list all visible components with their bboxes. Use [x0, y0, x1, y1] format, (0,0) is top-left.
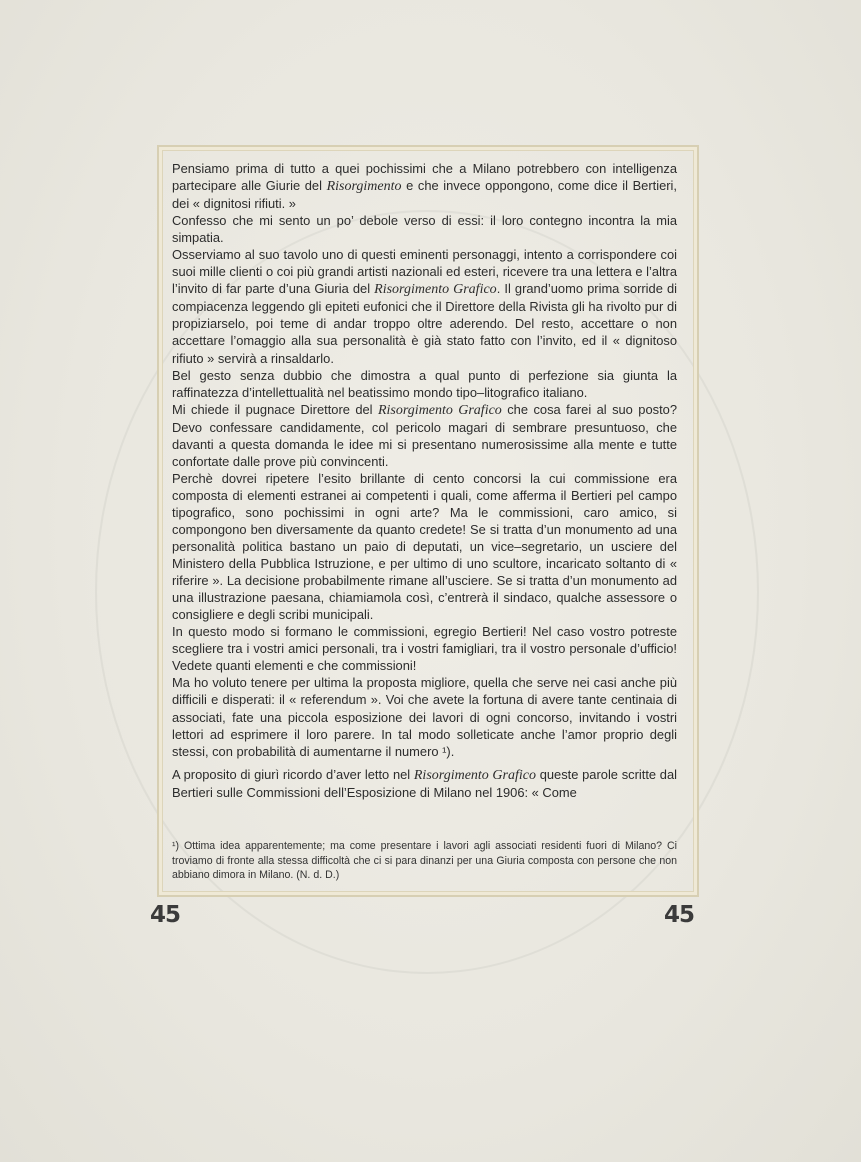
italic-title: Risorgimento — [326, 179, 402, 195]
italic-title: Risorgimento Grafico — [377, 402, 502, 418]
paragraph — [172, 766, 677, 801]
text-run: Confesso che mi sento un po’ debole verso di essi: il loro contegno incontra la mia simpatia. — [172, 213, 677, 246]
paragraph — [172, 674, 677, 759]
text-run: Pensiamo prima di tutto a quei pochissimi che a Milano potrebbero con intelligenza partecipare alle Giurie del — [172, 161, 677, 194]
paragraph — [172, 246, 677, 366]
paragraph — [172, 401, 677, 470]
text-run: che cosa farei al suo posto? Devo confessare candidamente, col pericolo magari di sembrare presuntuoso, che davanti a questa domanda le idee mi si presentano numerosissime alla mente e tutte confortate dalle prove più convincenti. — [172, 401, 677, 469]
italic-title: Risorgimento Grafico — [374, 282, 497, 298]
text-run: Perchè dovrei ripetere l’esito brillante di cento concorsi la cui commissione era composta di elementi estranei ai competenti i quali, come afferma il Bertieri pel campo tipografico, sono pochissimi in ogni arte? Ma le commissioni, caro amico, si compongono ben diversamente da quanto credete! Se si tratta d’un monumento ad una personalità politica bastano un paio di deputati, un vice–segretario, un usciere del Ministero della Pubblica Istruzione, e per ultimo di uno scultore, incaricato soltanto di « riferire ». La decisione probabilmente rimane all’usciere. Se si tratta d’un monumento ad una illustrazione paesana, chiamiamola così, c’entrerà il sindaco, qualche assessore o consigliere e degli scribi municipali. — [172, 470, 677, 623]
text-run: queste parole scritte dal Bertieri sulle Commissioni dell’Esposizione di Milano nel 1906: « Come — [172, 766, 677, 800]
text-run: Osserviamo al suo tavolo uno di questi eminenti personaggi, intento a corrispondere coi suoi mille clienti o coi più grandi artisti nazionali ed esteri, ricevere tra una lettera e l’altra l’invito di far parte d’una Giuria del — [172, 247, 677, 297]
body-text — [172, 160, 677, 801]
italic-title: Risorgimento Grafico — [413, 767, 536, 783]
text-run: e che invece oppongono, come dice il Bertieri, dei « dignitosi rifiuti. » — [172, 178, 677, 212]
text-run: Ma ho voluto tenere per ultima la proposta migliore, quella che serve nei casi anche più difficili e disperati: il « referendum ». Voi che avete la fortuna di avere tante centinaia di associati, fate una piccola esposizione dei lavori di ogni concorso, invitando i vostri lettori ad esprimere il loro parere. In tal modo solleticate anche l’amor proprio degli stessi, con probabilità di aumentarne il numero ¹). — [172, 675, 677, 759]
paragraph — [172, 367, 677, 401]
text-run: In questo modo si formano le commissioni, egregio Bertieri! Nel caso vostro potreste scegliere tra i vostri amici personali, tra i vostri famigliari, tra il vostro personale d’ufficio! Vedete quanti elementi e che commissioni! — [172, 624, 677, 674]
paragraph — [172, 623, 677, 674]
text-run: . Il grand’uomo prima sorride di compiacenza leggendo gli epiteti eufonici che il Direttore della Rivista gli ha rivolto pur di propiziarselo, poi teme di andar troppo oltre aderendo. Del resto, accettare o non accettare l’omaggio alla sua personalità è già stato fatto con l’invito, ed il « dignitoso rifiuto » servirà a rinsaldarlo. — [172, 281, 678, 366]
footnote: ¹) Ottima idea apparentemente; ma come presentare i lavori agli associati residenti fuori di Milano? Ci troviamo di fronte alla stessa difficoltà che ci si para dinanzi per una Giuria composta con persone che non abbiano dimora in Milano. (N. d. D.) — [172, 840, 677, 881]
paragraph — [172, 470, 677, 623]
text-run: Mi chiede il pugnace Direttore del — [172, 401, 378, 417]
paragraph — [172, 160, 677, 212]
paragraph — [172, 212, 677, 246]
text-run: A proposito di giurì ricordo d’aver letto nel — [172, 766, 414, 782]
text-run: Bel gesto senza dubbio che dimostra a qual punto di perfezione sia giunta la raffinatezza d’intellettualità nel beatissimo mondo tipo–litografico italiano. — [172, 367, 677, 400]
page-number-left: 45 — [150, 902, 181, 928]
page-number-right: 45 — [664, 902, 695, 928]
